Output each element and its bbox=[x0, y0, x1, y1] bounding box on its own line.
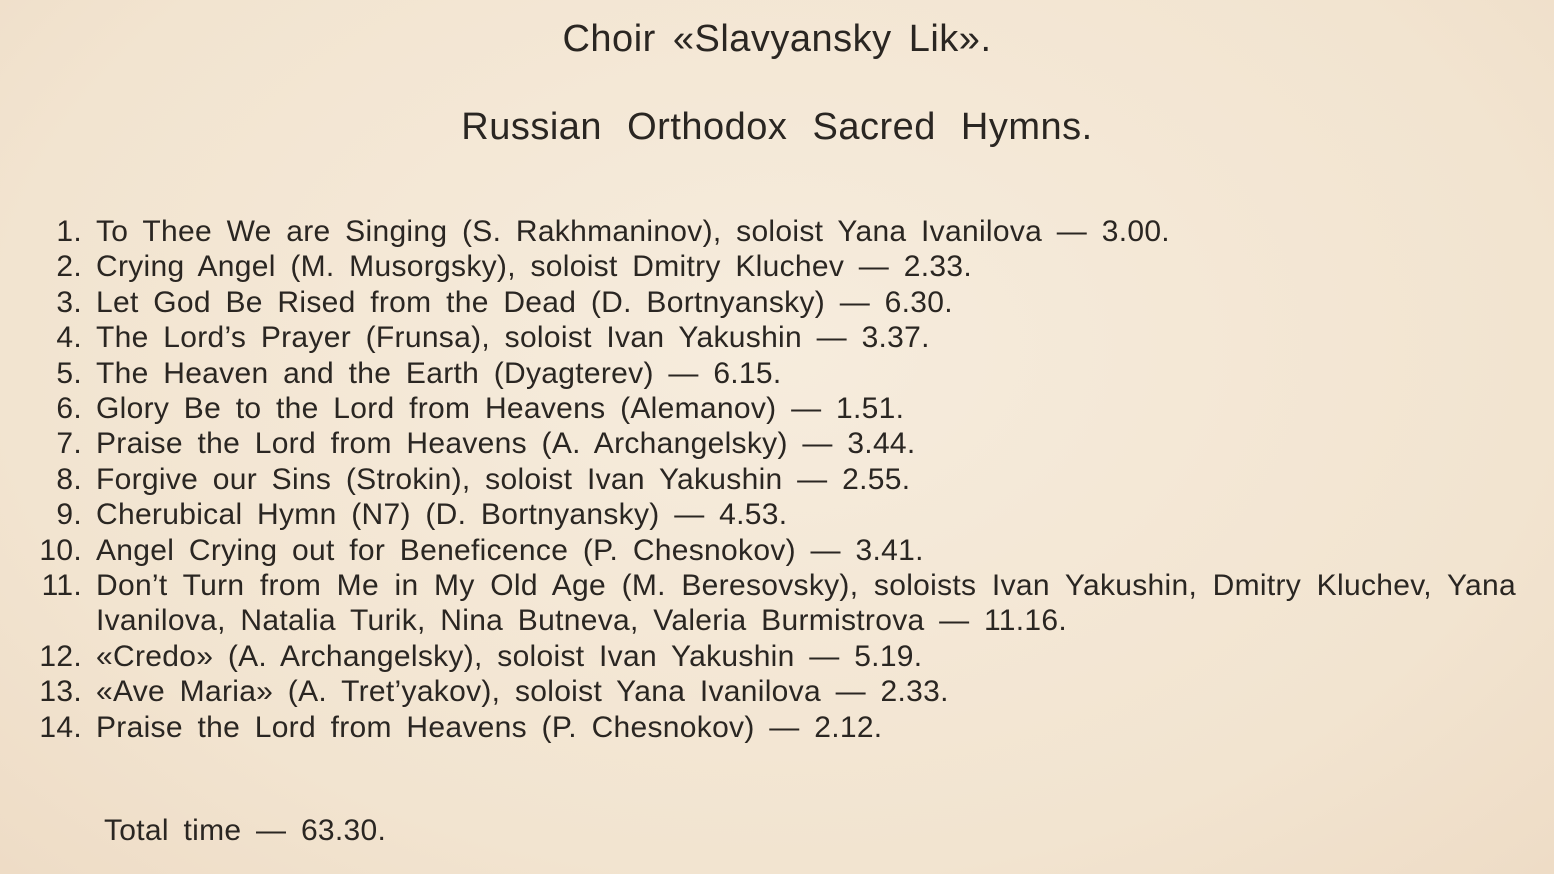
track-item bbox=[0, 356, 1554, 391]
track-item bbox=[0, 674, 1554, 709]
track-item bbox=[0, 391, 1554, 426]
track-item bbox=[0, 426, 1554, 461]
track-item bbox=[0, 249, 1554, 284]
track-item bbox=[0, 533, 1554, 568]
track-item bbox=[0, 568, 1554, 639]
track-item bbox=[0, 462, 1554, 497]
track-number: 4. bbox=[56, 321, 82, 355]
track-text: Angel Crying out for Beneficence (P. Chesnokov) — 3.41. bbox=[96, 533, 924, 567]
track-item bbox=[0, 639, 1554, 674]
track-number: 9. bbox=[56, 498, 82, 532]
track-number: 5. bbox=[56, 356, 82, 390]
track-text: Cherubical Hymn (N7) (D. Bortnyansky) — 4.53. bbox=[96, 498, 788, 532]
track-text: Crying Angel (M. Musorgsky), soloist Dmitry Kluchev — 2.33. bbox=[96, 250, 972, 284]
track-text: Glory Be to the Lord from Heavens (Alemanov) — 1.51. bbox=[96, 392, 905, 426]
track-text: The Heaven and the Earth (Dyagterev) — 6.15. bbox=[96, 356, 782, 390]
track-number: 12. bbox=[39, 639, 82, 673]
track-item bbox=[0, 710, 1554, 745]
track-text: The Lord’s Prayer (Frunsa), soloist Ivan Yakushin — 3.37. bbox=[96, 321, 930, 355]
track-number: 11. bbox=[41, 569, 82, 603]
track-number: 7. bbox=[56, 427, 82, 461]
track-number: 10. bbox=[39, 533, 82, 567]
track-text: Don’t Turn from Me in My Old Age (M. Beresovsky), soloists Ivan Yakushin, Dmitry Kluchev, Yana Ivanilova, Natalia Turik, Nina Butneva, Valeria Burmistrova — 11.16. bbox=[96, 569, 1516, 638]
track-text: «Credo» (A. Archangelsky), soloist Ivan Yakushin — 5.19. bbox=[96, 639, 923, 673]
track-text: Praise the Lord from Heavens (A. Archangelsky) — 3.44. bbox=[96, 427, 916, 461]
track-item bbox=[0, 214, 1554, 249]
track-number: 14. bbox=[39, 710, 82, 744]
track-item bbox=[0, 320, 1554, 355]
track-number: 2. bbox=[56, 250, 82, 284]
page-subtitle: Russian Orthodox Sacred Hymns. bbox=[461, 106, 1093, 148]
track-item bbox=[0, 497, 1554, 532]
track-text: Forgive our Sins (Strokin), soloist Ivan Yakushin — 2.55. bbox=[96, 462, 911, 496]
track-list bbox=[0, 214, 1554, 745]
track-number: 6. bbox=[56, 392, 82, 426]
track-number: 8. bbox=[56, 462, 82, 496]
page-title: Choir «Slavyansky Lik». bbox=[562, 18, 992, 60]
total-time: Total time — 63.30. bbox=[104, 814, 387, 847]
track-number: 13. bbox=[39, 675, 82, 709]
track-text: Praise the Lord from Heavens (P. Chesnokov) — 2.12. bbox=[96, 710, 883, 744]
track-text: Let God Be Rised from the Dead (D. Bortnyansky) — 6.30. bbox=[96, 285, 953, 319]
track-item bbox=[0, 285, 1554, 320]
track-text: «Ave Maria» (A. Tret’yakov), soloist Yana Ivanilova — 2.33. bbox=[96, 675, 949, 709]
track-number: 1. bbox=[56, 215, 82, 248]
track-text: To Thee We are Singing (S. Rakhmaninov), soloist Yana Ivanilova — 3.00. bbox=[96, 215, 1170, 248]
track-number: 3. bbox=[56, 285, 82, 319]
